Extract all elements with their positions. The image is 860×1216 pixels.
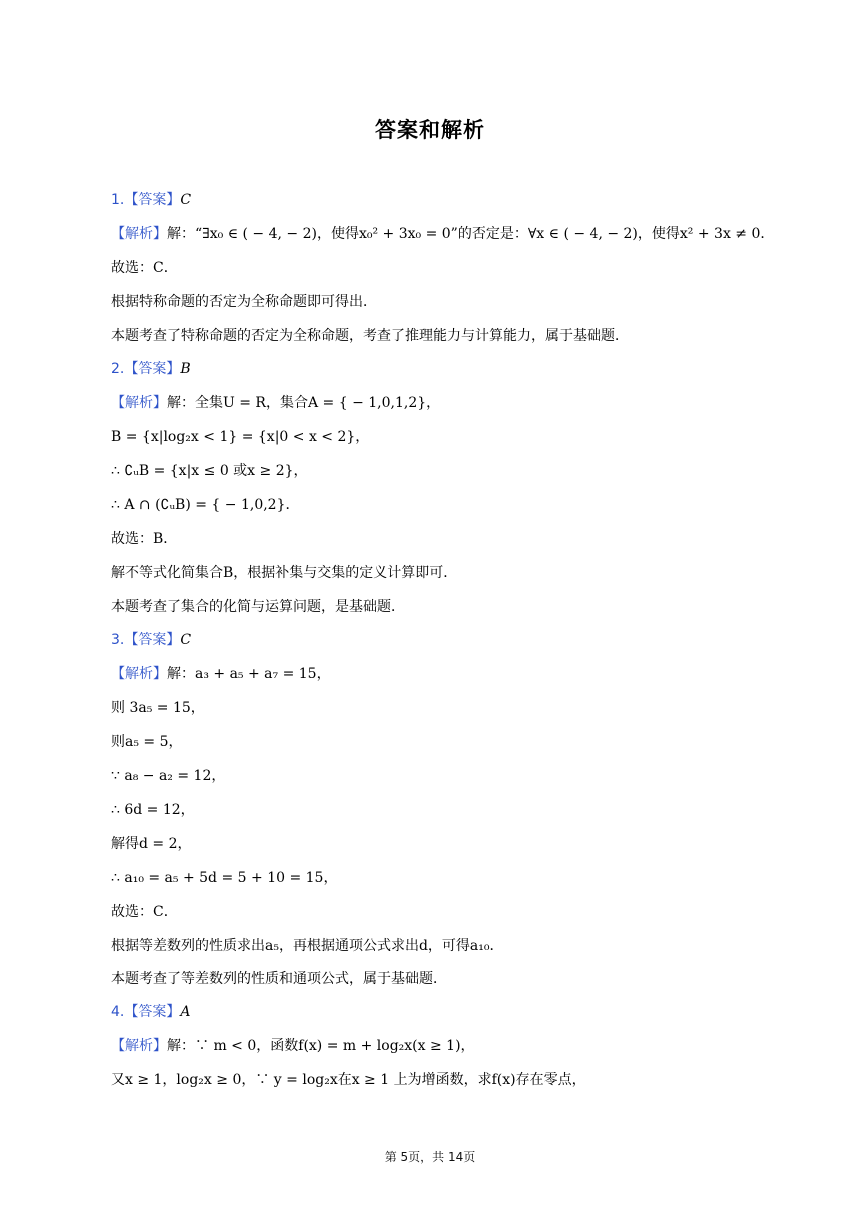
analysis-text: 解：∵ m < 0，函数f(x) = m + log₂x(x ≥ 1)， xyxy=(167,1038,475,1054)
text-line: 故选：C． xyxy=(111,904,178,920)
analysis-line xyxy=(111,664,331,684)
analysis-text: 解：“∃x₀ ∈ ( − 4, − 2)，使得x₀² + 3x₀ = 0”的否定是：∀x ∈ ( − 4, − 2)，使得x² + 3x ≠ 0． xyxy=(167,226,775,242)
answer-line-q2 xyxy=(111,359,191,379)
page-title: 答案和解析 xyxy=(375,118,485,142)
analysis-tag: 【解析】 xyxy=(111,1038,167,1054)
text-line: 解不等式化简集合B，根据补集与交集的定义计算即可． xyxy=(111,565,458,581)
text-line: 本题考查了等差数列的性质和通项公式，属于基础题． xyxy=(111,971,447,987)
text-line: 故选：C． xyxy=(111,260,178,276)
text-line: 本题考查了特称命题的否定为全称命题，考查了推理能力与计算能力，属于基础题． xyxy=(111,328,629,344)
answer-choice: B xyxy=(180,361,191,377)
question-number: 1. xyxy=(111,192,125,208)
answer-line-q1 xyxy=(111,190,191,210)
text-line: 故选：B． xyxy=(111,531,178,547)
question-number: 2. xyxy=(111,361,125,377)
text-line: 则a₅ = 5， xyxy=(111,734,183,750)
analysis-tag: 【解析】 xyxy=(111,226,167,242)
analysis-text: 解：全集U = R，集合A = { − 1,0,1,2}， xyxy=(167,395,441,411)
answer-tag: 【答案】 xyxy=(124,632,181,648)
text-line: ∴ 6d = 12， xyxy=(111,802,195,818)
analysis-text: 解：a₃ + a₅ + a₇ = 15， xyxy=(167,666,331,682)
text-line: ∵ a₈ − a₂ = 12， xyxy=(111,768,226,784)
text-line: ∴ A ∩ (∁ᵤB) = { − 1,0,2}． xyxy=(111,497,300,513)
question-number: 3. xyxy=(111,632,125,648)
answer-choice: C xyxy=(180,632,192,648)
answer-line-q4 xyxy=(111,1002,190,1022)
text-line: 解得d = 2， xyxy=(111,836,192,852)
question-number: 4. xyxy=(111,1004,125,1020)
analysis-tag: 【解析】 xyxy=(111,395,167,411)
text-line: 又x ≥ 1，log₂x ≥ 0，∵ y = log₂x在x ≥ 1 上为增函数，求f(x)存在零点， xyxy=(111,1072,586,1088)
answer-choice: C xyxy=(180,192,192,208)
page-footer: 第 5页，共 14页 xyxy=(384,1150,476,1164)
text-line: 根据等差数列的性质求出a₅，再根据通项公式求出d，可得a₁₀． xyxy=(111,938,504,954)
answer-line-q3 xyxy=(111,630,191,650)
text-line: B = {x|log₂x < 1} = {x|0 < x < 2}， xyxy=(111,429,370,445)
answer-tag: 【答案】 xyxy=(124,1004,181,1020)
analysis-line xyxy=(111,393,440,413)
text-line: 则 3a₅ = 15， xyxy=(111,700,205,716)
answer-tag: 【答案】 xyxy=(124,361,181,377)
text-line: 根据特称命题的否定为全称命题即可得出． xyxy=(111,294,377,310)
answer-tag: 【答案】 xyxy=(124,192,181,208)
analysis-line xyxy=(111,1036,475,1056)
answer-choice: A xyxy=(180,1004,191,1020)
analysis-line xyxy=(111,224,774,244)
text-line: 本题考查了集合的化简与运算问题，是基础题． xyxy=(111,599,405,615)
text-line: ∴ a₁₀ = a₅ + 5d = 5 + 10 = 15， xyxy=(111,870,338,886)
text-line: ∴ ∁ᵤB = {x|x ≤ 0 或x ≥ 2}， xyxy=(111,463,308,479)
analysis-tag: 【解析】 xyxy=(111,666,167,682)
